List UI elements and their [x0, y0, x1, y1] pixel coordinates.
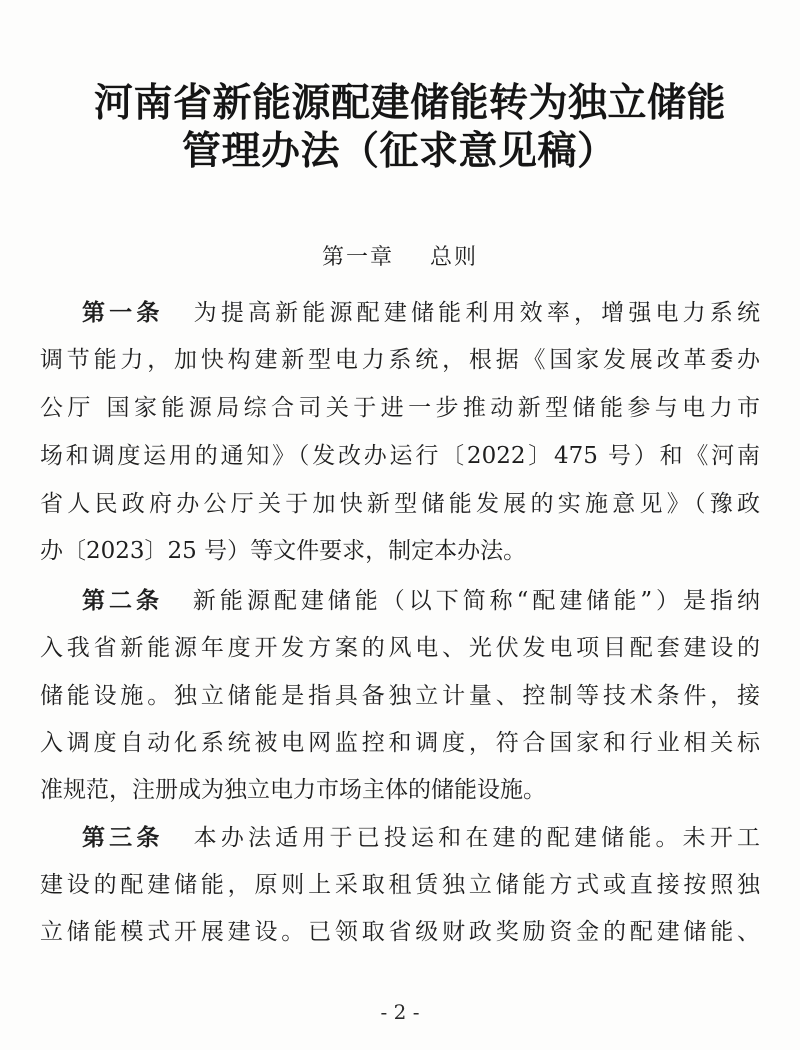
article-2-line-3: 储能设施。独立储能是指具备独立计量、控制等技术条件，接 [40, 683, 760, 709]
article-2-line-5: 准规范，注册成为独立电力市场主体的储能设施。 [40, 777, 546, 803]
article-1-line-4: 场和调度运用的通知》（发改办运行〔2022〕475 号）和《河南 [40, 443, 760, 469]
article-1-text-1: 为提高新能源配建储能利用效率，增强电力系统 [189, 300, 760, 326]
article-1-label: 第一条 [82, 300, 164, 326]
article-3-label: 第三条 [82, 825, 164, 851]
chapter-number: 第一章 [321, 245, 394, 270]
article-1-line-3: 公厅 国家能源局综合司关于进一步推动新型储能参与电力市 [40, 395, 760, 421]
article-3-text-1: 本办法适用于已投运和在建的配建储能。未开工 [189, 825, 760, 851]
article-2-line-2: 入我省新能源年度开发方案的风电、光伏发电项目配套建设的 [40, 635, 760, 661]
article-2-label: 第二条 [82, 588, 163, 614]
article-2-line-1 [82, 586, 760, 616]
document-title-line-2: 管理办法（征求意见稿） [182, 128, 617, 174]
article-1-line-5: 省人民政府办公厅关于加快新型储能发展的实施意见》（豫政 [40, 491, 760, 517]
document-title-line-1: 河南省新能源配建储能转为独立储能 [94, 80, 727, 126]
chapter-name: 总则 [430, 245, 479, 270]
article-2-text-1: 新能源配建储能（以下简称“配建储能”）是指纳 [188, 588, 760, 614]
article-2-line-4: 入调度自动化系统被电网监控和调度，符合国家和行业相关标 [40, 730, 760, 756]
article-3-line-2: 建设的配建储能，原则上采取租赁独立储能方式或直接按照独 [40, 872, 760, 898]
article-3-line-3: 立储能模式开展建设。已领取省级财政奖励资金的配建储能、 [40, 919, 760, 945]
page-number: - 2 - [380, 1000, 420, 1024]
article-3-line-1 [82, 823, 760, 853]
article-1-line-1 [82, 298, 760, 328]
article-1-line-2: 调节能力，加快构建新型电力系统，根据《国家发展改革委办 [40, 347, 760, 373]
article-1-line-6: 办〔2023〕25 号）等文件要求，制定本办法。 [40, 538, 527, 564]
chapter-heading [0, 240, 800, 271]
